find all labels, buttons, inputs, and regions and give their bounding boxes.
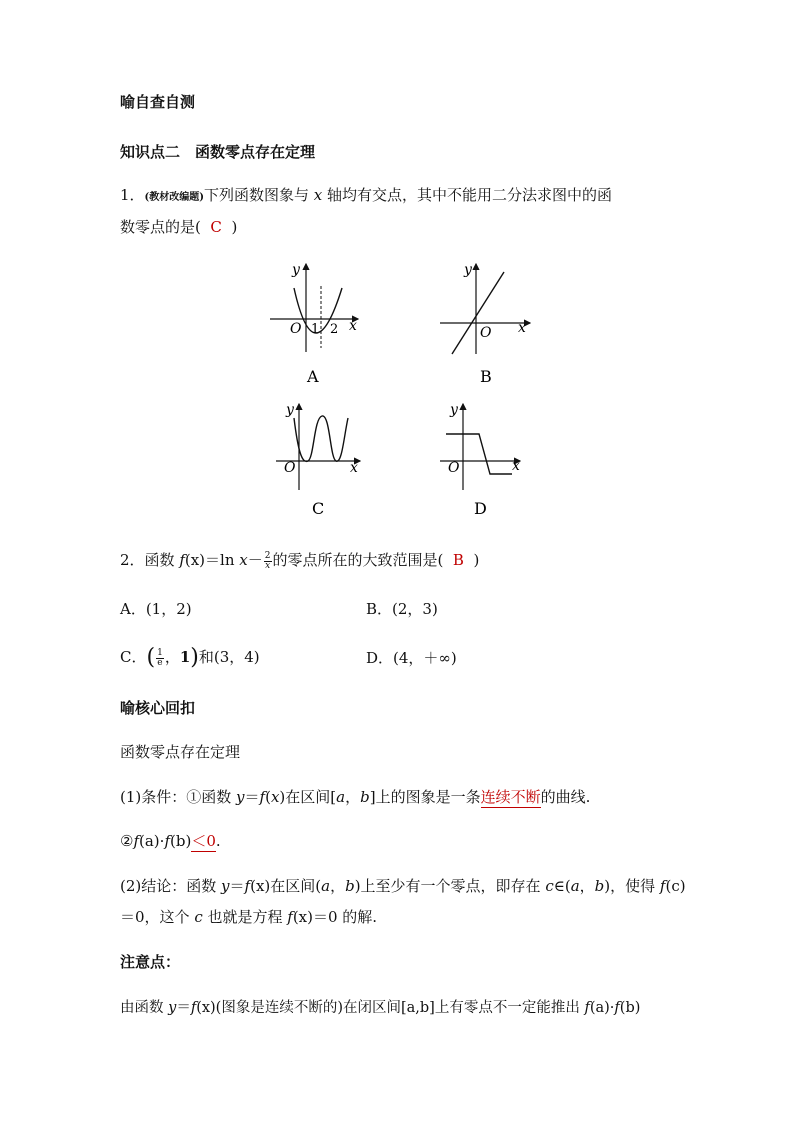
option-c: C．( $\frac{1}{e}$ ，1)和(3，4) [120,645,260,670]
graph-label: A [307,367,319,386]
question-tag: (教材改编题) [144,192,205,203]
question-1-line-1: 1．(教材改编题)下列函数图象与 x 轴均有交点，其中不能用二分法求图中的函 [120,186,613,204]
conclusion-line-1: (2)结论：函数 y＝f(x)在区间(a，b)上至少有一个零点，即存在 c∈(a，b)，使得 f(c) [120,877,686,895]
answer-q2: B [452,551,464,569]
origin-label: O [284,460,296,476]
x-label: x [518,320,526,336]
option-b: B．(2，3) [366,600,438,618]
wave-curve [294,416,348,461]
graph-d [436,396,536,520]
blank-answer-continuous: 连续不断 [480,788,541,806]
origin-label: O [290,321,302,337]
tick-label-2: 2 [330,322,339,337]
graph-label: C [312,499,325,518]
y-label: y [292,262,300,278]
answer-q1: C [210,218,222,236]
x-label: x [349,318,357,334]
fraction-1-over-e: $\frac{1}{e}$ [157,647,163,668]
tick-label-1: 1 [311,322,320,337]
origin-label: O [480,325,492,341]
graph-b [438,258,538,388]
graph-label: B [480,367,492,386]
condition-1: (1)条件：①函数 y＝f(x)在区间[a，b]上的图象是一条连续不断的曲线. [120,788,591,806]
graph-label: D [474,499,487,518]
knowledge-point-title: 知识点二 函数零点存在定理 [120,143,316,161]
blank-answer-less-than-zero: ＜0 [191,832,216,850]
section-heading-self-check [120,92,195,112]
theorem-title: 函数零点存在定理 [120,743,241,761]
fraction-2-over-x: $\frac{2}{x}$ [264,550,271,571]
y-label: y [464,262,472,278]
condition-2: ②f(a)·f(b)＜0. [120,832,221,850]
origin-label: O [448,460,460,476]
section-icon: 喻 [120,699,136,717]
section-heading-core-review [120,698,195,718]
section-title: 核心回扣 [135,699,196,717]
graph-a [268,258,368,388]
y-label: y [450,402,458,418]
x-label: x [512,458,520,474]
question-2: 2．函数 f(x)＝ln x－ $\frac{2}{x}$ 的零点所在的大致范围是( B ) [120,550,480,571]
conclusion-line-2: ＝0，这个 c 也就是方程 f(x)＝0 的解. [120,908,378,926]
option-d: D．(4，＋∞) [366,649,457,667]
option-a: A．(1，2) [120,600,192,618]
note-title: 注意点： [120,953,181,971]
linear-graph [452,272,504,354]
section-icon: 喻 [120,93,136,111]
question-1-line-2: 数零点的是( C ) [120,218,238,236]
note-text: 由函数 y＝f(x)(图象是连续不断的)在闭区间[a,b]上有零点不一定能推出 f(a)·f(b) [120,1000,641,1016]
x-label: x [350,460,358,476]
y-label: y [286,402,294,418]
graph-c [272,396,372,520]
section-title: 自查自测 [135,93,196,111]
